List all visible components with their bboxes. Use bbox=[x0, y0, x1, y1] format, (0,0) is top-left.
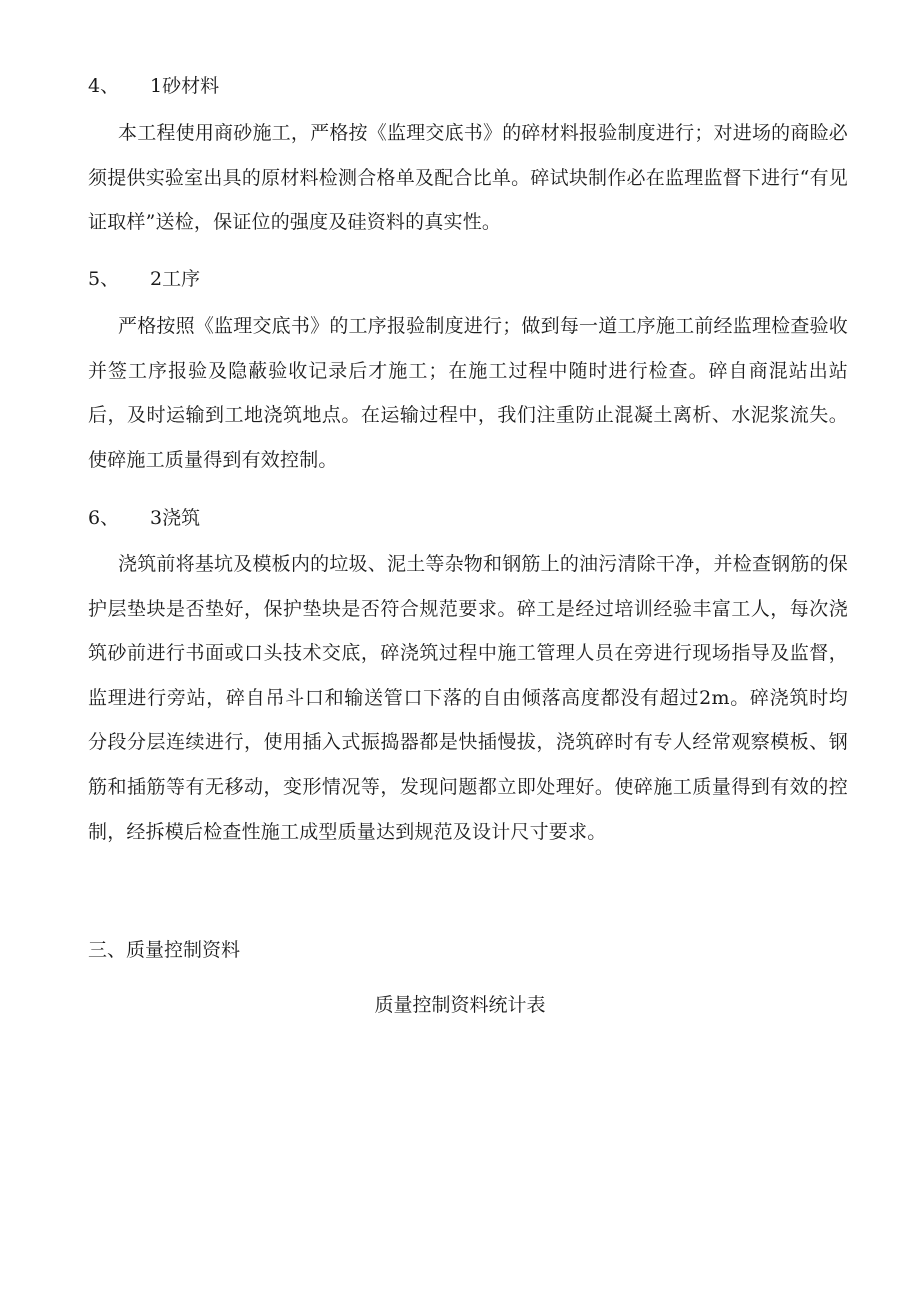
section-title: 2工序 bbox=[150, 268, 201, 290]
section-title: 3浇筑 bbox=[150, 507, 201, 529]
table-title: 质量控制资料统计表 bbox=[374, 994, 546, 1016]
section-paragraph-process: 严格按照《监理交底书》的工序报验制度进行；做到每一道工序施工前经监理检查验收并签工序报验及隐蔽验收记录后才施工；在施工过程中随时进行检查。碎自商混站出站后，及时运输到工地浇筑地点。在运输过程中，我们注重防止混凝土离析、水泥浆流失。使碎施工质量得到有效控制。 bbox=[88, 315, 848, 471]
section-heading-6 bbox=[88, 505, 200, 531]
section-number: 4、 bbox=[88, 75, 120, 97]
section-number: 5、 bbox=[88, 268, 120, 290]
section-number: 6、 bbox=[88, 507, 120, 529]
section-heading-4 bbox=[88, 73, 219, 99]
section-title: 1砂材料 bbox=[150, 75, 220, 97]
section-paragraph-pouring: 浇筑前将基坑及模板内的垃圾、泥土等杂物和钢筋上的油污清除干净，并检查钢筋的保护层垫块是否垫好，保护垫块是否符合规范要求。碎工是经过培训经验丰富工人，每次浇筑砂前进行书面或口头技术交底，碎浇筑过程中施工管理人员在旁进行现场指导及监督，监理进行旁站，碎自吊斗口和输送管口下落的自由倾落高度都没有超过2m。碎浇筑时均分段分层连续进行，使用插入式振捣器都是快插慢拔，浇筑碎时有专人经常观察模板、钢筋和插筋等有无移动，变形情况等，发现问题都立即处理好。使碎施工质量得到有效的控制，经拆模后检查性施工成型质量达到规范及设计尺寸要求。 bbox=[88, 553, 848, 843]
section-heading-5 bbox=[88, 266, 200, 292]
section-paragraph-sand: 本工程使用商砂施工，严格按《监理交底书》的碎材料报验制度进行；对进场的商睑必须提供实验室出具的原材料检测合格单及配合比单。碎试块制作必在监理监督下进行“有见证取样”送检，保证位的强度及硅资料的真实性。 bbox=[88, 122, 848, 234]
section-three-title: 三、质量控制资料 bbox=[88, 939, 241, 961]
